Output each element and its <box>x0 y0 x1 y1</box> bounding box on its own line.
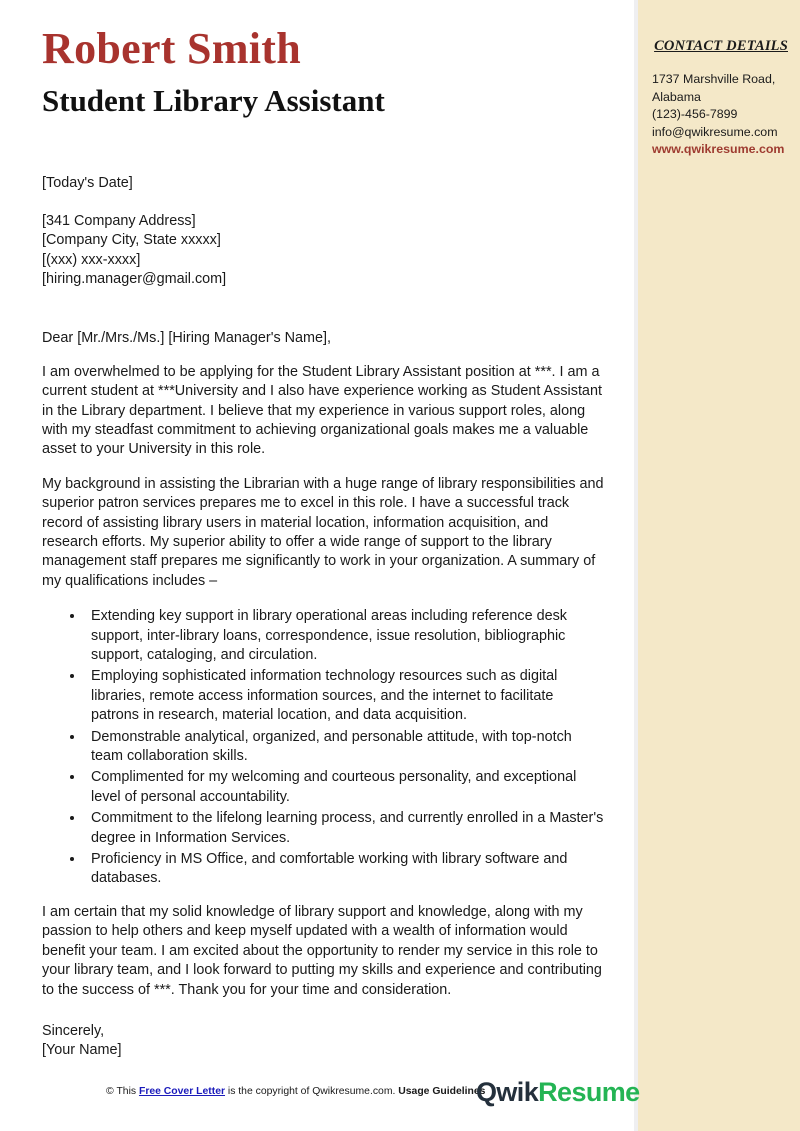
letter-date: [Today's Date] <box>42 175 133 192</box>
contact-sidebar <box>634 0 800 1131</box>
applicant-name: Robert Smith <box>42 24 302 73</box>
footer-copyright-line <box>106 1085 485 1097</box>
list-item: • Commitment to the lifelong learning process, and currently enrolled in a Master's degree in Information Services. <box>85 808 604 848</box>
applicant-job-title: Student Library Assistant <box>42 83 385 119</box>
logo-text-resume: Resume <box>538 1077 640 1107</box>
free-cover-letter-link[interactable]: Free Cover Letter <box>138 1086 226 1097</box>
contact-address-line-1: 1737 Marshville Road, <box>652 72 776 86</box>
letter-closing-paragraph: I am certain that my solid knowledge of library support and knowledge, along with my passion to help others and keep myself updated with a wealth of information would benefit your team. I am excited about the opportunity to render my service in this role to your library team, and I look forward to putting my skills and experience and contributing to the success of ***. Thank you for your time and consideration. <box>42 903 602 998</box>
copyright-icon: © <box>106 1085 114 1097</box>
contact-details-list <box>652 71 790 159</box>
list-item: • Extending key support in library operational areas including reference desk support, inter-library loans, correspondence, issue resolution, bibliographic support, cataloging, and circulation. <box>85 606 604 665</box>
signoff-salutation: Sincerely, <box>42 1022 105 1039</box>
signature-name: [Your Name] <box>42 1042 122 1059</box>
logo-text-qwik: Qwik <box>476 1077 539 1107</box>
recipient-block <box>42 212 604 290</box>
contact-address-line-2: Alabama <box>652 89 701 104</box>
recipient-email: [hiring.manager@gmail.com] <box>42 270 227 287</box>
page-footer <box>0 1073 640 1131</box>
recipient-address: [341 Company Address] <box>42 212 196 229</box>
footer-text-after-link: is the copyright of Qwikresume.com. <box>225 1086 399 1097</box>
list-item: • Employing sophisticated information technology resources such as digital libraries, remote access information sources, and the internet to facilitate patrons in research, material location, and data acquisition. <box>85 666 604 725</box>
qwikresume-logo[interactable] <box>476 1077 640 1108</box>
letter-salutation: Dear [Mr./Mrs./Ms.] [Hiring Manager's Name], <box>42 330 332 347</box>
letter-body <box>42 174 604 1060</box>
usage-guidelines-link[interactable]: Usage Guidelines <box>398 1086 486 1097</box>
list-item: • Demonstrable analytical, organized, and personable attitude, with top-notch team collaboration skills. <box>85 727 604 767</box>
contact-website[interactable]: www.qwikresume.com <box>652 142 785 156</box>
contact-phone: (123)-456-7899 <box>652 107 738 121</box>
contact-details-heading: CONTACT DETAILS <box>654 38 788 54</box>
letter-paragraph-2: My background in assisting the Librarian with a huge range of library responsibilities and superior patron services prepares me to excel in this role. I have a successful track record of assisting library users in material location, information acquisition, and research efforts. My superior ability to offer a wide range of support to the library management staff prepares me significantly to work in your organization. A summary of my qualifications includes – <box>42 475 604 589</box>
recipient-phone: [(xxx) xxx-xxxx] <box>42 251 141 268</box>
recipient-city-state-zip: [Company City, State xxxxx] <box>42 232 221 249</box>
list-item: • Proficiency in MS Office, and comfortable working with library software and databases. <box>85 849 604 889</box>
letter-signoff <box>42 1022 604 1061</box>
letter-paragraph-1: I am overwhelmed to be applying for the Student Library Assistant position at ***. I am a current student at ***University and I also have experience working as Student Assistant in the Library department. I believe that my experience in various support roles, along with my steadfast commitment to achieving organizational goals makes me a valuable asset to your University in this role. <box>42 363 602 458</box>
qualifications-list <box>42 606 604 889</box>
footer-text-before-link: This <box>113 1086 139 1097</box>
contact-email[interactable]: info@qwikresume.com <box>652 124 778 139</box>
list-item: • Complimented for my welcoming and courteous personality, and exceptional level of personal accountability. <box>85 767 604 807</box>
